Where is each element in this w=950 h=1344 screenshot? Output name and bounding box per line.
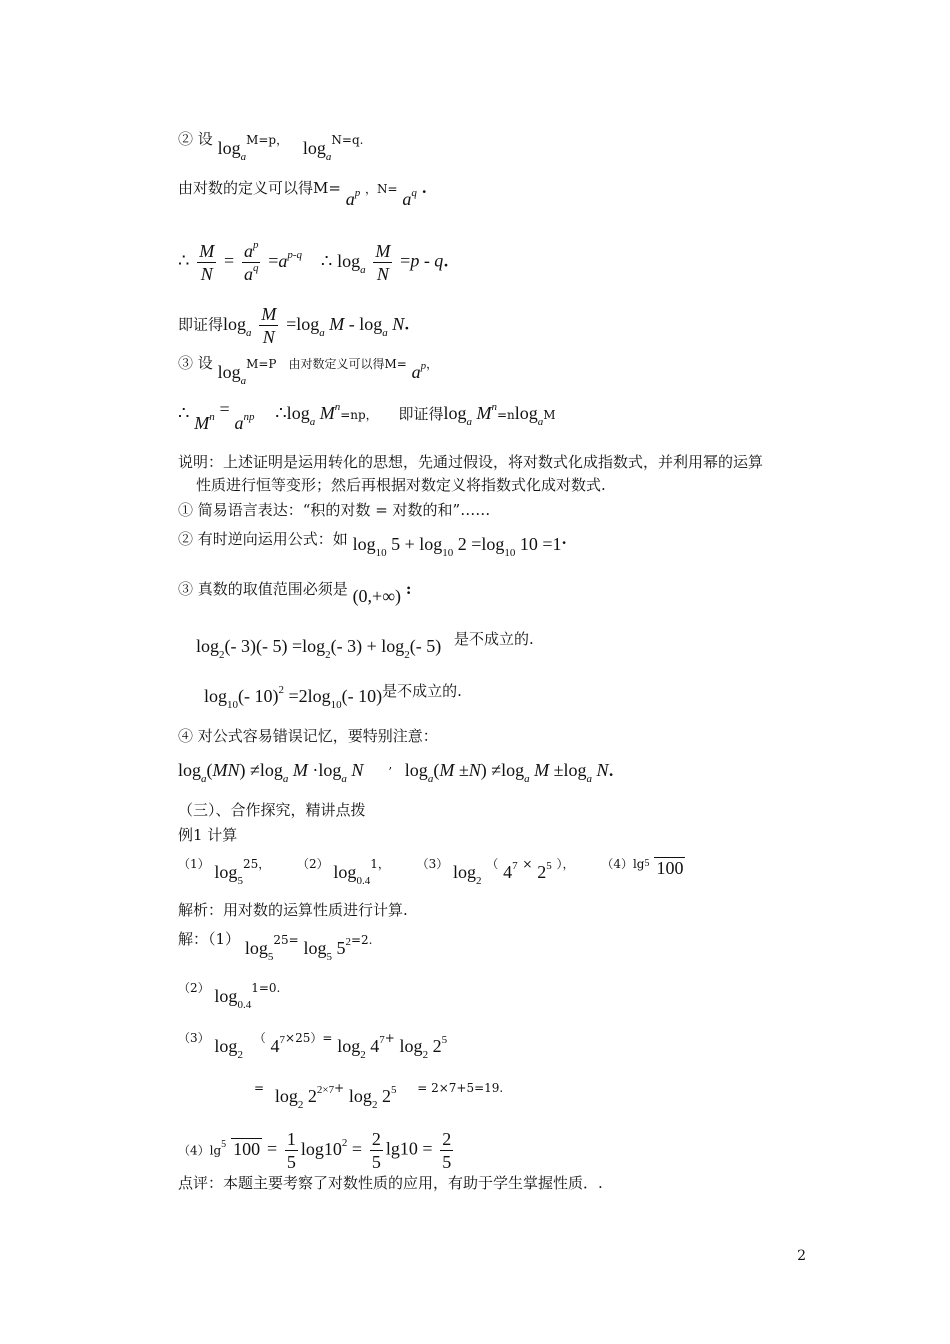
text: 解：（1） [178, 930, 241, 948]
line-caution: $\log_a(MN) \ne\log_a$ $M \cdot\log_a$ N ’ $\log_a(M \pm N) \ne\log_a$ $M \pm\log_a$ N. [178, 760, 614, 785]
text: =n [496, 408, 515, 422]
analysis: 解析：用对数的运算性质进行计算. [178, 901, 408, 919]
solution-3: （3） $\log_2$ （ $4^7\times 25)= \log_2 4^7+ \log_2 2^5$ [178, 1031, 448, 1061]
text: M [543, 408, 556, 422]
math-a-q: $a^q$ [402, 187, 417, 209]
text: （ [486, 857, 499, 871]
text: （3） [178, 1031, 210, 1045]
text: = 2×7+5=19. [417, 1081, 504, 1095]
solution-4: （4）lg 5 100 = $\frac{1}{5}$ $\log 10^2$ = $\frac{2}{5}$ lg10 = $\frac{2}{5}$ [178, 1129, 452, 1172]
note-2: ② 有时逆向运用公式：如 $\log_{10} 5 + \log_{10} 2 =\log_{10}$ 10 =1. [178, 530, 567, 559]
line-quotient: ∴ $\frac{M}{N}$ = $\frac{a^p}{a^q}$ $=a^{p-q}$ ∴ $\log_a$ $\frac{M}{N}$ =p - q. [178, 239, 449, 284]
page-number: 2 [797, 1248, 806, 1264]
example-1-title: 例1 计算 [178, 826, 238, 844]
text: 是不成立的. [454, 630, 534, 648]
text: ）， [556, 857, 575, 871]
text: + [384, 1031, 395, 1045]
line-proved-quotient: 即证得$\log_a$ $\frac{M}{N}$ $=\log_a$ M - $\log_a N$. [178, 304, 410, 347]
text: =np， [340, 408, 378, 422]
solution-1: 解：（1） $\log_525= \log_5 5^2=2$. [178, 930, 373, 963]
comment: 点评：本题主要考察了对数性质的应用，有助于学生掌握性质．. [178, 1174, 603, 1192]
text: ×25）= [285, 1031, 333, 1045]
text: ③ 真数的取值范围必须是 [178, 580, 348, 598]
text: 即证得 [398, 405, 444, 423]
text: + [334, 1081, 345, 1095]
text: 是不成立的. [382, 682, 462, 700]
text: ③ 设 [178, 354, 213, 372]
note-3: ③ 真数的取值范围必须是 (0,+∞) : [178, 580, 412, 606]
text: M=P 由对数定义可以得M= [246, 357, 407, 371]
text: 即证得 [178, 315, 224, 334]
note-4: ④ 对公式容易错误记忆，要特别注意： [178, 727, 438, 745]
math-a-p: $a^p$ [345, 187, 361, 209]
text: M=p， [246, 133, 289, 147]
text: （4）lg [601, 857, 645, 871]
note-1: ① 简易语言表达：“积的对数 = 对数的和”…… [178, 501, 491, 519]
text: =2. [350, 933, 373, 947]
example-1-questions: （1） $\log_525$， （2） $\log_{0.4}1$， （3） $\log_2$ （ $4^7 \times 2^5$ ）， （4）lg 5 100 [178, 857, 684, 887]
line-power: ∴ $M^n = a^{np}$ $\therefore\log_a$ $M^n=np$， 即证得$\log_a M^n=nlog_aM$ [178, 399, 556, 433]
line-definition: 由对数的定义可以得$M= a^p$ ，$N= a^q$ . [178, 179, 427, 209]
text: （1） [178, 857, 210, 871]
line-set-power: ③ 设 $\log_aM=P$ 由对数定义可以得$M= a^p$， [178, 354, 439, 387]
counterexample-2: $\log_{10}(-$ $10)^2 =2\log_{10}(-$ 10)是不成立的. [204, 682, 462, 711]
section-3-heading: （三）、合作探究，精讲点拨 [178, 801, 366, 819]
text: N=q. [331, 133, 364, 147]
text: ② 设 [178, 130, 213, 148]
note-line-2: 性质进行恒等变形；然后再根据对数定义将指数式化成对数式. [196, 476, 606, 494]
text: ，N= [365, 182, 398, 196]
text: （2） [178, 981, 210, 995]
note-line-1: 说明：上述证明是运用转化的思想，先通过假设，将对数式化成指数式，并利用幂的运算 [178, 453, 764, 471]
counterexample-1: $\log_2(-$ 3)(- $5) =\log_2(-$ $3) + \log_2(-$ 5) 是不成立的. [196, 630, 534, 661]
math-log: $\log_a$ [217, 138, 247, 163]
text: （3） [416, 857, 449, 871]
line-set-p-q [178, 128, 364, 163]
text: = [254, 1081, 265, 1095]
solution-3-cont: = $\log_2 2^{2\times 7}+ \log_2 2^5 = 2\times 7+5=19$. [254, 1081, 504, 1111]
text: （ [253, 1031, 266, 1045]
text: 1， [370, 857, 390, 871]
text: （4）lg [178, 1143, 222, 1158]
text: 1=0. [251, 981, 281, 995]
text: 25， [242, 857, 271, 871]
text: 25= [273, 933, 299, 947]
text: ， [426, 357, 439, 371]
text: × [522, 857, 533, 871]
text: ② 有时逆向运用公式：如 [178, 530, 348, 548]
text: 由对数的定义可以得M= [178, 179, 341, 197]
solution-2: （2） $\log_{0.4}1=0$. [178, 981, 281, 1011]
text: （2） [297, 857, 329, 871]
math-log: $\log_a$ [302, 138, 332, 163]
